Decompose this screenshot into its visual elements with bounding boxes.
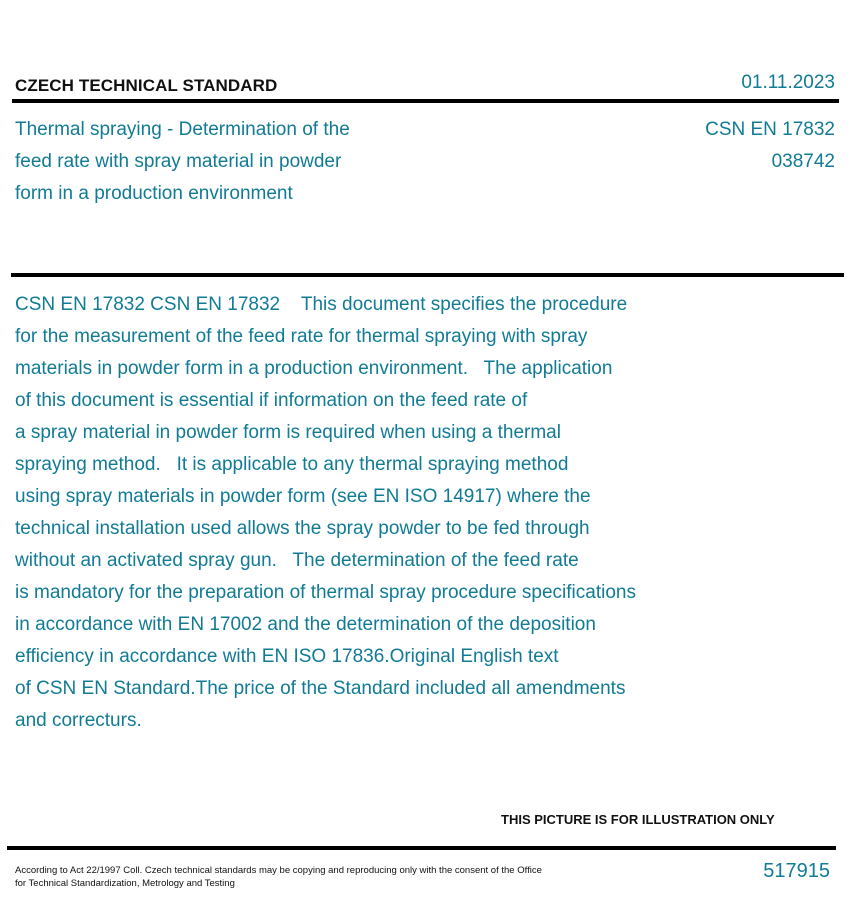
title-line-2: feed rate with spray material in powder bbox=[15, 151, 342, 172]
footer-divider bbox=[7, 846, 836, 850]
abstract-line: for the measurement of the feed rate for thermal spraying with spray bbox=[15, 326, 588, 347]
standard-type-label: CZECH TECHNICAL STANDARD bbox=[15, 76, 278, 95]
title-divider bbox=[11, 273, 844, 277]
abstract-line: CSN EN 17832 CSN EN 17832 This document specifies the procedure bbox=[15, 294, 628, 315]
abstract-text bbox=[15, 289, 735, 737]
legal-notice bbox=[15, 864, 542, 890]
catalog-number: 038742 bbox=[771, 151, 835, 172]
abstract-line: technical installation used allows the spray powder to be fed through bbox=[15, 518, 590, 539]
abstract-line: is mandatory for the preparation of thermal spray procedure specifications bbox=[15, 582, 636, 603]
abstract-line: spraying method. It is applicable to any thermal spraying method bbox=[15, 454, 569, 475]
abstract-line: of CSN EN Standard.The price of the Standard included all amendments bbox=[15, 678, 626, 699]
abstract-line: and correcturs. bbox=[15, 710, 142, 731]
document-id: 517915 bbox=[763, 860, 830, 882]
standard-number: CSN EN 17832 bbox=[705, 119, 835, 140]
abstract-line: in accordance with EN 17002 and the determination of the deposition bbox=[15, 614, 596, 635]
legal-notice-line-2: for Technical Standardization, Metrology and Testing bbox=[15, 878, 235, 889]
abstract-line: efficiency in accordance with EN ISO 17836.Original English text bbox=[15, 646, 559, 667]
publication-date: 01.11.2023 bbox=[741, 72, 835, 93]
abstract-line: without an activated spray gun. The determination of the feed rate bbox=[15, 550, 579, 571]
abstract-line: of this document is essential if information on the feed rate of bbox=[15, 390, 528, 411]
title-line-3: form in a production environment bbox=[15, 183, 293, 204]
abstract-line: materials in powder form in a production environment. The application bbox=[15, 358, 613, 379]
standard-codes bbox=[705, 114, 835, 178]
abstract-line: a spray material in powder form is required when using a thermal bbox=[15, 422, 561, 443]
abstract-line: using spray materials in powder form (see EN ISO 14917) where the bbox=[15, 486, 591, 507]
legal-notice-line-1: According to Act 22/1997 Coll. Czech technical standards may be copying and reproducing only with the consent of the Office bbox=[15, 865, 542, 876]
illustration-notice: THIS PICTURE IS FOR ILLUSTRATION ONLY bbox=[501, 812, 775, 827]
document-title bbox=[15, 114, 415, 210]
title-line-1: Thermal spraying - Determination of the bbox=[15, 119, 350, 140]
header-divider bbox=[12, 99, 839, 103]
